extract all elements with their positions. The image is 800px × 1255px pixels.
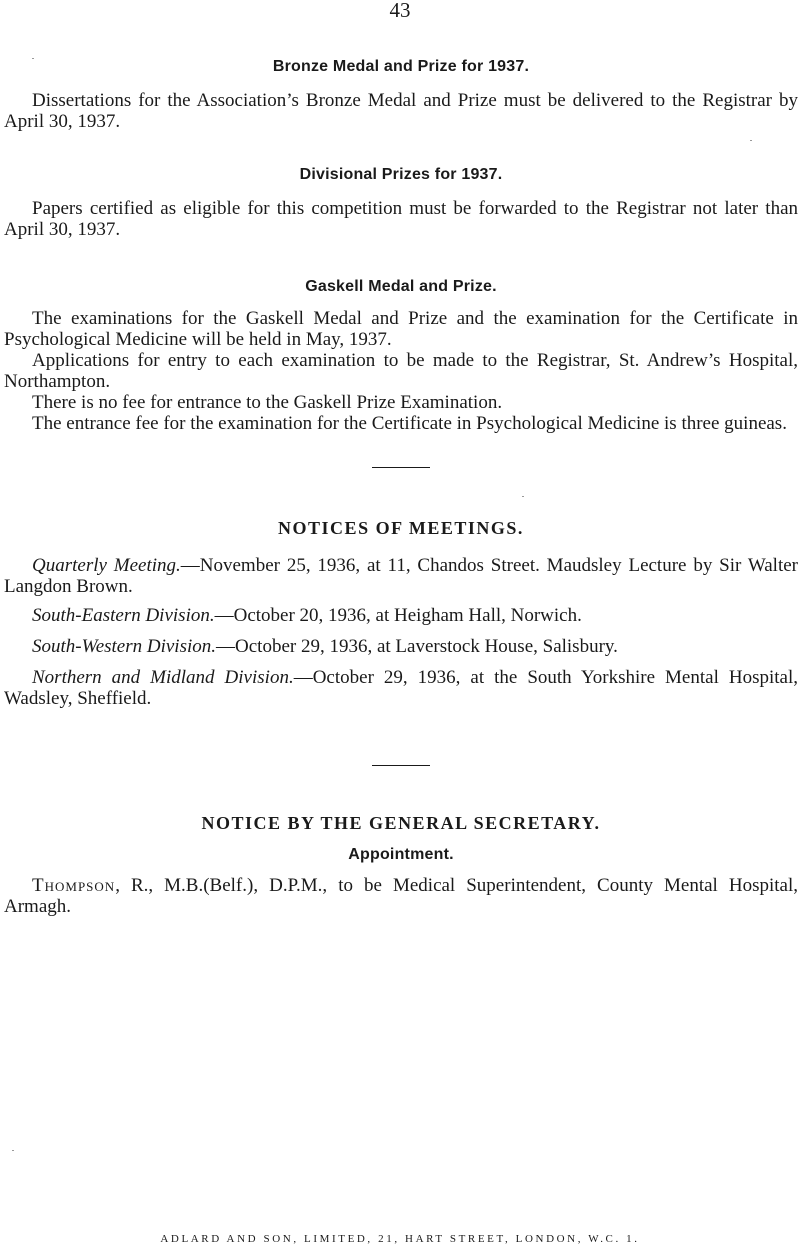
meeting-label: South-Eastern Division. [32, 605, 215, 626]
gaskell-paragraph: Applications for entry to each examination to be made to the Registrar, St. Andrew’s Hospital, Northampton. [4, 350, 798, 392]
section-bronze-medal [4, 58, 798, 132]
appointment-text [4, 875, 798, 917]
meeting-details: —October 29, 1936, at Laverstock House, Salisbury. [216, 636, 618, 657]
meeting-label: Northern and Midland Division. [32, 667, 294, 688]
meeting-item [4, 667, 798, 709]
divisional-prizes-text: Papers certified as eligible for this competition must be forwarded to the Registrar not later than April 30, 1937. [4, 198, 798, 240]
gaskell-paragraph: There is no fee for entrance to the Gaskell Prize Examination. [32, 392, 503, 413]
meeting-item [4, 605, 798, 626]
print-speck [32, 58, 34, 59]
meeting-details: —October 29, 1936, at the South Yorkshire Mental Hospital, Wadsley, Sheffield. [4, 667, 798, 709]
meeting-label: Quarterly Meeting. [32, 555, 181, 576]
gaskell-medal-heading: Gaskell Medal and Prize. [305, 278, 497, 295]
meeting-details: —October 20, 1936, at Heigham Hall, Norwich. [214, 605, 582, 626]
section-notices-of-meetings [4, 518, 798, 709]
divider-rule [372, 765, 430, 766]
meeting-item [4, 555, 798, 597]
meeting-label: South-Western Division. [32, 636, 217, 657]
gaskell-paragraph: The entrance fee for the examination for the Certificate in Psychological Medicine is three guineas. [32, 413, 787, 434]
section-divisional-prizes [4, 166, 798, 240]
appointee-name: Thompson [32, 875, 116, 896]
print-speck [12, 1150, 14, 1151]
appointment-heading: Appointment. [348, 846, 454, 863]
appointment-details: , R., M.B.(Belf.), D.P.M., to be Medical Superintendent, County Mental Hospital, Armagh. [4, 875, 798, 917]
bronze-medal-heading: Bronze Medal and Prize for 1937. [272, 58, 530, 75]
print-speck [522, 496, 524, 497]
page-content [4, 58, 798, 917]
divider-rule [372, 467, 430, 468]
bronze-medal-text: Dissertations for the Association’s Bronze Medal and Prize must be delivered to the Registrar by April 30, 1937. [4, 90, 798, 132]
section-general-secretary [4, 813, 798, 917]
divisional-prizes-heading: Divisional Prizes for 1937. [299, 166, 503, 183]
page-number: 43 [389, 0, 411, 22]
printer-imprint: ADLARD AND SON, LIMITED, 21, HART STREET, LONDON, W.C. 1. [160, 1233, 640, 1245]
meeting-item [4, 636, 798, 657]
meetings-title: NOTICES OF MEETINGS. [278, 518, 524, 538]
print-speck [750, 140, 752, 141]
section-gaskell-medal [4, 278, 798, 434]
gaskell-paragraph: The examinations for the Gaskell Medal and Prize and the examination for the Certificate in Psychological Medicine will be held in May, 1937. [4, 308, 798, 350]
secretary-title: NOTICE BY THE GENERAL SECRETARY. [201, 813, 601, 833]
meeting-details: —November 25, 1936, at 11, Chandos Street. Maudsley Lecture by Sir Walter Langdon Brown. [4, 555, 798, 597]
